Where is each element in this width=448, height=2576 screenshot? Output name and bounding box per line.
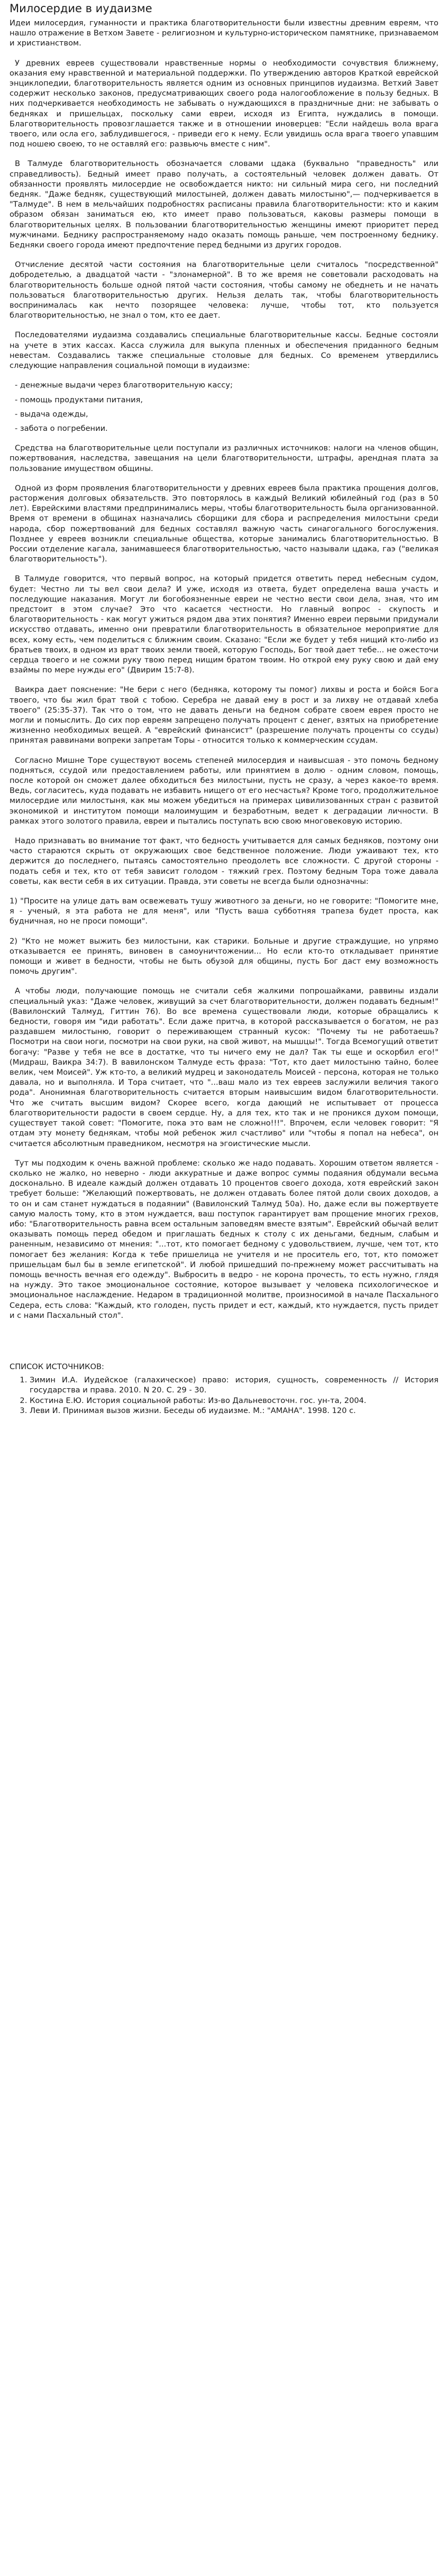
paragraph: У древних евреев существовали нравственные нормы о необходимости сочувствия ближнему, оказания ему нравственной и материальной поддержки. По утверждению авторов Краткой еврейской энциклопедии, благотворительность является одним из основных принципов иудаизма. Ветхий Завет содержит несколько законов, предусматривающих своего рода налогообложение в пользу бедных. В них подчеркивается необходимость не забывать о нуждающихся в праздничные дни: не забывать о бедняках и пришельцах, поскольку сами евреи, исходя из Египта, нуждались в помощи. Благотворительность провозглашается также и в отношении иноверцев: "Если найдешь вола врага твоего, или осла его, заблудившегося, - приведи его к нему. Если увидишь осла врага твоего упавшим под ношею своею, то не оставляй его: развьючь вместе с ним". (10, 58, 438, 149)
paragraph: Согласно Мишне Торе существуют восемь степеней милосердия и наивысшая - это помочь бедному подняться, ссудой или предоставлением работы, или принятием в долю - одним словом, помощь, после которой он сможет далее обходиться без милостыни, пусть не сразу, а через какое-то время. Ведь, согласитесь, куда подавать не избавить нищего от его несчастья? Кроме того, продолжительное милосердие или милостыня, как мы можем убедиться на примерах цивилизованных стран с развитой экономикой и институтом помощи малоимущим и безработным, ведет к деградации личности. В рамках этого золотого правила, евреи и пытались поступать всю свою многовековую историю. (10, 755, 438, 826)
list-item: - выдача одежды, (15, 409, 88, 419)
paragraph: Средства на благотворительные цели поступали из различных источников: налоги на членов общин, пожертвования, наследства, завещания на цели благотворительности, штрафы, арендная плата за пользование имуществом общины. (10, 444, 438, 473)
list-item: - забота о погребении. (15, 423, 108, 433)
paragraph: А чтобы люди, получающие помощь не считали себя жалкими попрошайками, раввины издали специальный указ: "Даже человек, живущий за счет благотворительности, должен подавать бедным!" (Вавилонский Талмуд, Гиттин 76). Во все времена существовали люди, которые обращались к бедности, говоря им "иди работать". Если даже притча, в которой рассказывается о богатом, не раз раздавшем милостыню, говорит о переживающем странный кусок: "Почему ты не работаешь? Посмотри на свои ноги, посмотри на свои руки, на свой живот, на мышцы!". Тогда Всемогущий ответит богачу: "Разве у тебя не все в достатке, что ты ничего ему не дал? Так ты еще и оскорбил его!" (Мидраш, Ваикра 34:7). В вавилонском Талмуде есть фраза: "Тот, кто дает милостыню тайно, более велик, чем Моисей". Уж кто-то, а великий мудрец и законодатель Моисей - персона, которая не только давала, но и выполняла. И Тора считает, что "...ваш мало из тех евреев заслужили величия такого рода". Анонимная благотворительность считается вторым наивысшим видом благотворительности. Что же считать высшим видом? Скорее всего, когда дающий не испытывает от процесса благотворительности радости в своем сердце. Ну, а для тех, кто так и не проникся духом помощи, существует такой совет: "Помогите, пока это вам не сложно!!!". Впрочем, если человек говорит: "Я отдам эту монету беднякам, чтобы мой ребенок жил счастливо" или "чтобы я попал на небеса", он считается абсолютным праведником, несмотря на эгоистические мысли. (10, 986, 438, 1148)
source-item: 3. Леви И. Принимая вызов жизни. Беседы об иудаизме. М.: "АМАНА". 1998. 120 с. (30, 1406, 438, 1416)
sources-list (10, 1375, 438, 1416)
list-item: - помощь продуктами питания, (15, 395, 143, 404)
sources-heading: СПИСОК ИСТОЧНИКОВ: (10, 1362, 104, 1371)
paragraph: В Талмуде благотворительность обозначается словами цдака (буквально "праведность" или справедливость). Бедный имеет право получать, а состоятельный человек должен давать. От обязанности проявлять милосердие не освобождается никто: ни сильный мира сего, ни последний бедняк. "Даже бедняк, существующий милостыней, должен давать милостыню",— подчеркивается в "Талмуде". В нем в мельчайших подробностях расписаны правила благотворительности: кто и каким образом обязан заниматься ею, кто имеет право пользоваться, каковы размеры помощи в благотворительных целях. В пользовании благотворительностью женщины имеют приоритет перед мужчинами. Беднику распространяемому надо оказать помощь раньше, чем построенному беднику. Бедняки своего города имеют предпочтение перед бедными из других городов. (10, 159, 438, 250)
paragraph: Последователями иудаизма создавались специальные благотворительные кассы. Бедные состояли на учете в этих кассах. Касса служила для выкупа пленных и обеспечения приданного бедным невестам. Создавались также специальные столовые для бедных. Со временем утвердились следующие направления социальной помощи в иудаизме: (10, 330, 438, 371)
paragraph: Тут мы подходим к очень важной проблеме: сколько же надо подавать. Хорошим ответом является - сколько не жалко, но неверно - люди аккуратные и даже вопрос суммы подаяния обдумали весьма досконально. В идеале каждый должен отдавать 10 процентов своего дохода, хотя еврейский закон требует больше: "Желающий пожертвовать, не должен отдавать более пятой доли своих доходов, а то он и сам станет нуждаться в подаянии" (Вавилонский Талмуд 50а). Но, даже если вы пожертвуете самую малость тому, кто в этом нуждается, ваш поступок гарантирует вам прощение многих грехов, ибо: "Благотворительность равна всем остальным заповедям вместе взятым". Еврейский обычай велит оказывать помощь перед обедом и приглашать бедных к столу с их деньгами, бедным, слабым и раненным, независимо от мнения: "...тот, кто помогает бедному с удовольствием, лучше, чем тот, кто помогает без желания: Когда к тебе пришелица не учителя и не проситель его, тот, кто поможет пришельцам был бы в земле египетской". И любой пришедший по-прежнему может рассчитывать на помощь вечность вечная его одежду". Выбросить в ведро - не корона прочесть, то есть нужно, глядя на нужду. Это такое эмоциональное состояние, которое вызывает у человека психологическое и эмоциональное наслаждение. Недаром в традиционной молитве, произносимой в начале Пасхального Седера, есть слова: "Каждый, кто голоден, пусть придет и ест, каждый, кто нуждается, пусть придет и с нами Пасхальный стол". (10, 1158, 438, 1320)
source-item: 1. Зимин И.А. Иудейское (галахическое) право: история, сущность, современность // История государства и права. 2010. N 20. С. 29 - 30. (30, 1375, 438, 1395)
page-title: Милосердие в иудаизме (10, 2, 152, 15)
paragraph: 1) "Просите на улице дать вам освежевать тушу животного за деньги, но не говорите: "Помогите мне, я - ученый, я эта работа не для меня", или "Пусть ваша субботняя трапеза будет проста, как будничная, но не проси помощи". (10, 897, 438, 926)
social-aid-list (10, 380, 438, 433)
paragraph: В Талмуде говорится, что первый вопрос, на который придется ответить перед небесным судом, будет: Честно ли ты вел свои дела? И уже, исходя из ответа, будет определена ваша участь и последующие наказания. Могут ли богобоязненные евреи не честно вести свои дела, зная, что им предстоит в этом случае? Это что касается честности. Но главный вопрос - скупость и благотворительность - как могут ужиться рядом два этих понятия? Именно евреи первыми придумали искусство отдавать, именно они превратили благотворительность в обязательное мероприятие для всех, кому есть, чем поделиться с ближним своим. Сказано: "Если же будет у тебя нищий кто-либо из братьев твоих, в одном из врат твоих земли твоей, которую Господь, Бог твой дает тебе... не ожесточи сердца твоего и не сожми руку твою перед нищим братом твоим. Но открой ему руку свою и дай ему взаймы по мере нужды его" (Двирим 15:7-8). (10, 574, 438, 675)
paragraph: Надо признавать во внимание тот факт, что бедность учитывается для самых бедняков, поэтому они часто стараются скрыть от окружающих свое бедственное положение. Люди ужаивают тех, кто держится до последнего, пытаясь самостоятельно преодолеть все сложности. С другой стороны - подать себя и тех, кто от тебя зависит голодом - тяжкий грех. Поэтому бедным Тора тоже давала советы, как вести себя в их ситуации. Правда, эти советы не всегда были однозначны: (10, 836, 438, 886)
paragraph: Отчисление десятой части состояния на благотворительные цели считалось "посредственной" добродетелью, а двадцатой части - "злонамерной". В то же время не советовали расходовать на благотворительность больше одной пятой части состояния, чтобы самому не обеднеть и не начать пользоваться благотворительностью других. Нельзя делать так, чтобы благотворительность воспринималась как нечто позорящее человека: лучше, чтобы тот, кто пользуется благотворительностью, не знал о том, кто ее дает. (10, 260, 438, 320)
list-item: - денежные выдачи через благотворительную кассу; (15, 381, 233, 390)
paragraph: Ваикра дает пояснение: "Не бери с него (бедняка, которому ты помог) лихвы и роста и бойся Бога твоего, что бы жил брат твой с тобою. Серебра не давай ему в рост и за лихву не отдавай хлеба твоего" (25:35-37). Так что о том, что не давать деньги на бедном собрате своем еврея просто не могли и помыслить. До сих пор евреям запрещено получать процент с денег, взятых на приобретение жизненно необходимых вещей. А "еврейский финансист" (разрешение получать проценты со ссуды) принятая раввинами вопреки запретам Торы - относится только к коммерческим ссудам. (10, 685, 438, 745)
paragraph: 2) "Кто не может выжить без милостыни, как старики. Больные и другие страждущие, но упрямо отказывается ее принять, виновен в самоуничтожении... Но если кто-то откладывает принятие помощи и живет в бедности, чтобы не быть обузой для общины, пусть Бог даст ему возможность помочь другим". (10, 936, 438, 976)
source-item: 2. Костина Е.Ю. История социальной работы: Из-во Дальневосточн. гос. ун-та, 2004. (30, 1396, 438, 1406)
paragraph: Идеи милосердия, гуманности и практика благотворительности были известны древним евреям, что нашло отражение в Ветхом Завете - религиозном и культурно-историческом памятнике, признаваемом и христианством. (10, 19, 438, 48)
paragraph: Одной из форм проявления благотворительности у древних евреев была практика прощения долгов, расторжения долговых обязательств. Это повторялось в каждый Великий юбилейный год (раз в 50 лет). Еврейскими властями предпринимались меры, чтобы благотворительность была организованной. Время от времени в общинах назначались сборщики для сбора и распределения милостыни среди народа, сбор пожертвований для бедных составлял важную часть синагогального богослужения. Позднее у евреев возникли специальные общества, которые занимались благотворительностью. В России отделение кагала, занимавшееся благотворительностью, часто называли цдака, гаэ ("великая благотворительность"). (10, 483, 438, 564)
